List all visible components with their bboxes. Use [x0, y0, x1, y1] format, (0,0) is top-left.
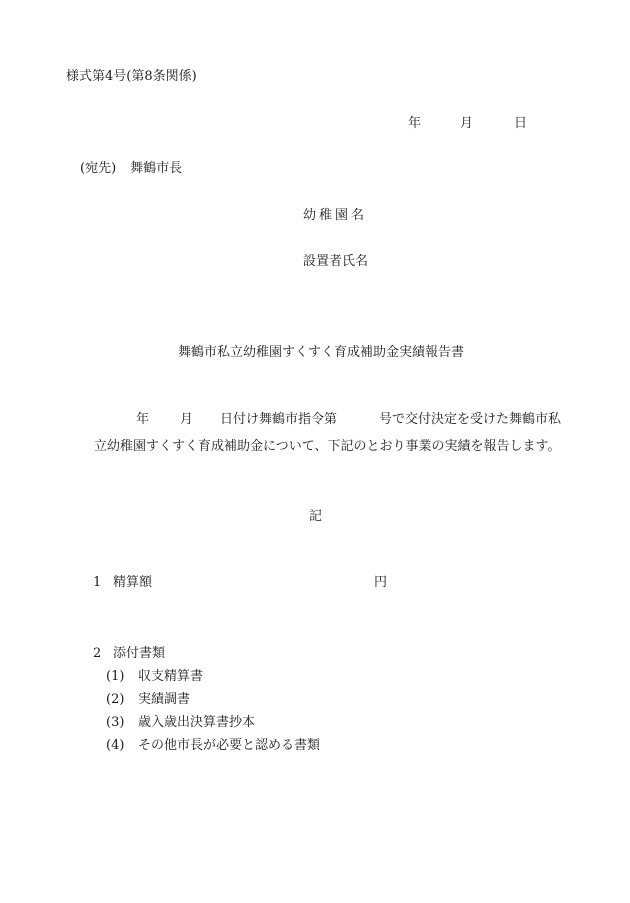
addressee-name: 舞鶴市長	[130, 161, 183, 176]
date-day-label: 日	[514, 116, 528, 131]
body-line-1	[136, 413, 561, 426]
item-attachments-label: 添付書類	[113, 646, 166, 661]
document-title: 舞鶴市私立幼稚園すくすく育成補助金実績報告書	[178, 345, 465, 360]
attachment-item-label: 収支精算書	[138, 669, 204, 684]
attachment-item-label: その他市長が必要と認める書類	[138, 738, 321, 753]
body-line-2: 立幼稚園すくすく育成補助金について、下記のとおり事業の実績を報告します。	[94, 439, 561, 454]
ki-heading: 記	[309, 509, 323, 524]
date-month-label: 月	[460, 116, 474, 131]
item-attachments-number: 2	[93, 646, 102, 661]
body-year-label: 年	[136, 412, 150, 427]
date-line	[408, 117, 527, 130]
attachment-item-number: (1)	[106, 669, 125, 684]
attachment-item-number: (3)	[106, 715, 125, 730]
kindergarten-name-label: 幼稚園名	[303, 208, 368, 223]
founder-name-label: 設置者氏名	[303, 254, 369, 269]
addressee-prefix: (宛先)	[80, 161, 117, 176]
attachment-item-number: (4)	[106, 738, 125, 753]
attachment-item-label: 歳入歳出決算書抄本	[138, 715, 256, 730]
body-text-a: 日付け舞鶴市指令第	[220, 412, 338, 427]
item-settlement-unit: 円	[374, 575, 388, 590]
body-month-label: 月	[180, 412, 194, 427]
attachment-item-label: 実績調書	[138, 692, 191, 707]
item-settlement-number: 1	[93, 575, 102, 590]
item-settlement-label: 精算額	[113, 575, 153, 590]
attachment-item-number: (2)	[106, 692, 125, 707]
body-text-b: 号で交付決定を受けた舞鶴市私	[379, 412, 562, 427]
addressee	[80, 162, 182, 175]
date-year-label: 年	[408, 116, 422, 131]
form-number: 様式第4号(第8条関係)	[66, 69, 197, 84]
